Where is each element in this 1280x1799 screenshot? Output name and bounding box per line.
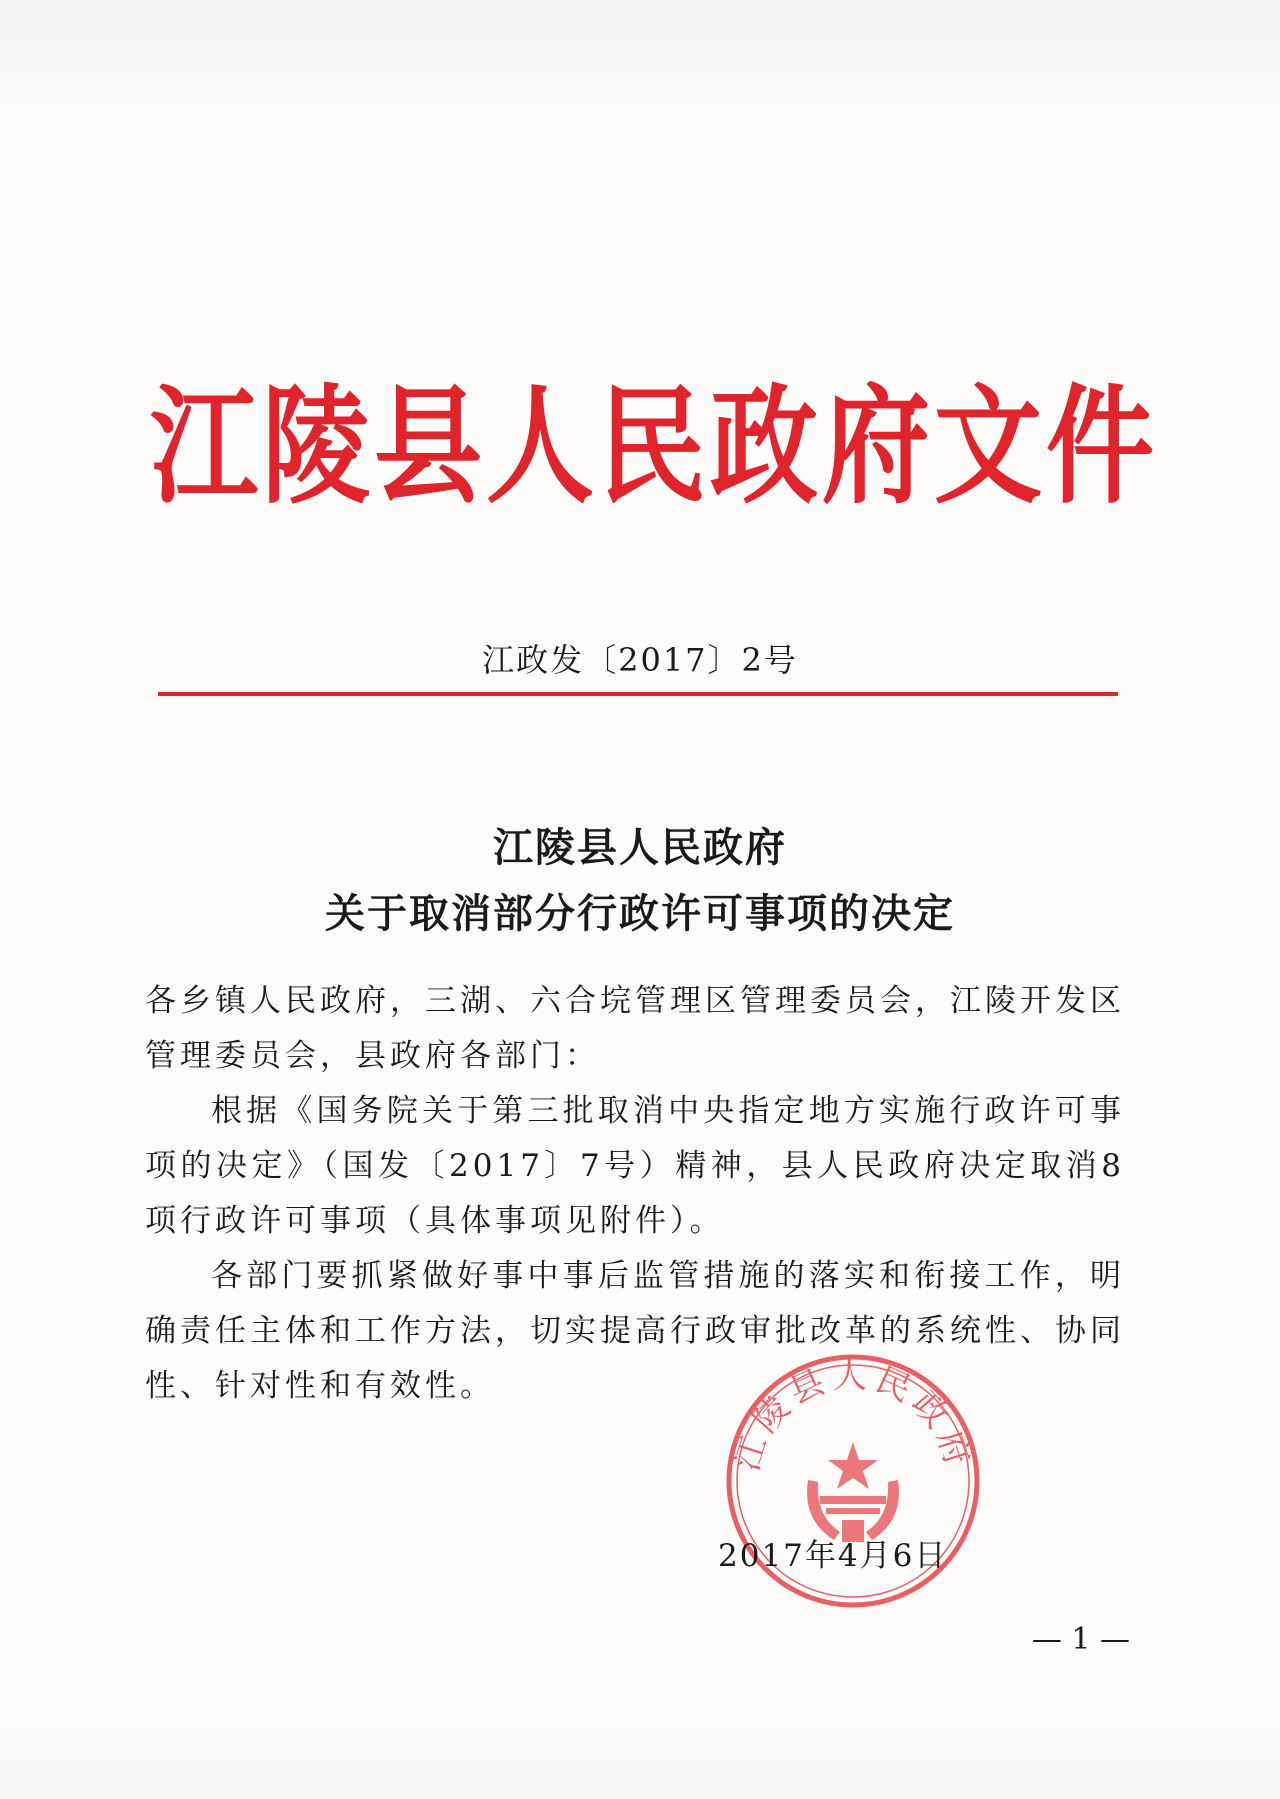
seal-text: 江陵县人民政府 [726,1356,980,1476]
masthead-title: 江陵县人民政府文件 [150,372,1159,522]
signing-date: 2017年4月6日 [718,1538,948,1574]
body-paragraph-2: 各部门要抓紧做好事中事后监管措施的落实和衔接工作，明确责任主体和工作方法，切实提高行政审批改革的系统性、协同性、针对性和有效性。 [145,1258,1125,1404]
document-title-line-2: 关于取消部分行政许可事项的决定 [325,890,955,937]
page-number: — 1 — [1031,1622,1130,1657]
body-paragraph-1: 根据《国务院关于第三批取消中央指定地方实施行政许可事项的决定》（国发〔2017〕7号）精神，县人民政府决定取消8项行政许可事项（具体事项见附件）。 [145,1093,1125,1239]
document-number: 江政发〔2017〕2号 [482,641,798,679]
document-body [145,974,1125,1414]
addressee-paragraph: 各乡镇人民政府，三湖、六合垸管理区管理委员会，江陵开发区管理委员会，县政府各部门： [145,983,1125,1074]
document-title-line-1: 江陵县人民政府 [493,824,787,871]
red-divider-rule [158,692,1118,696]
